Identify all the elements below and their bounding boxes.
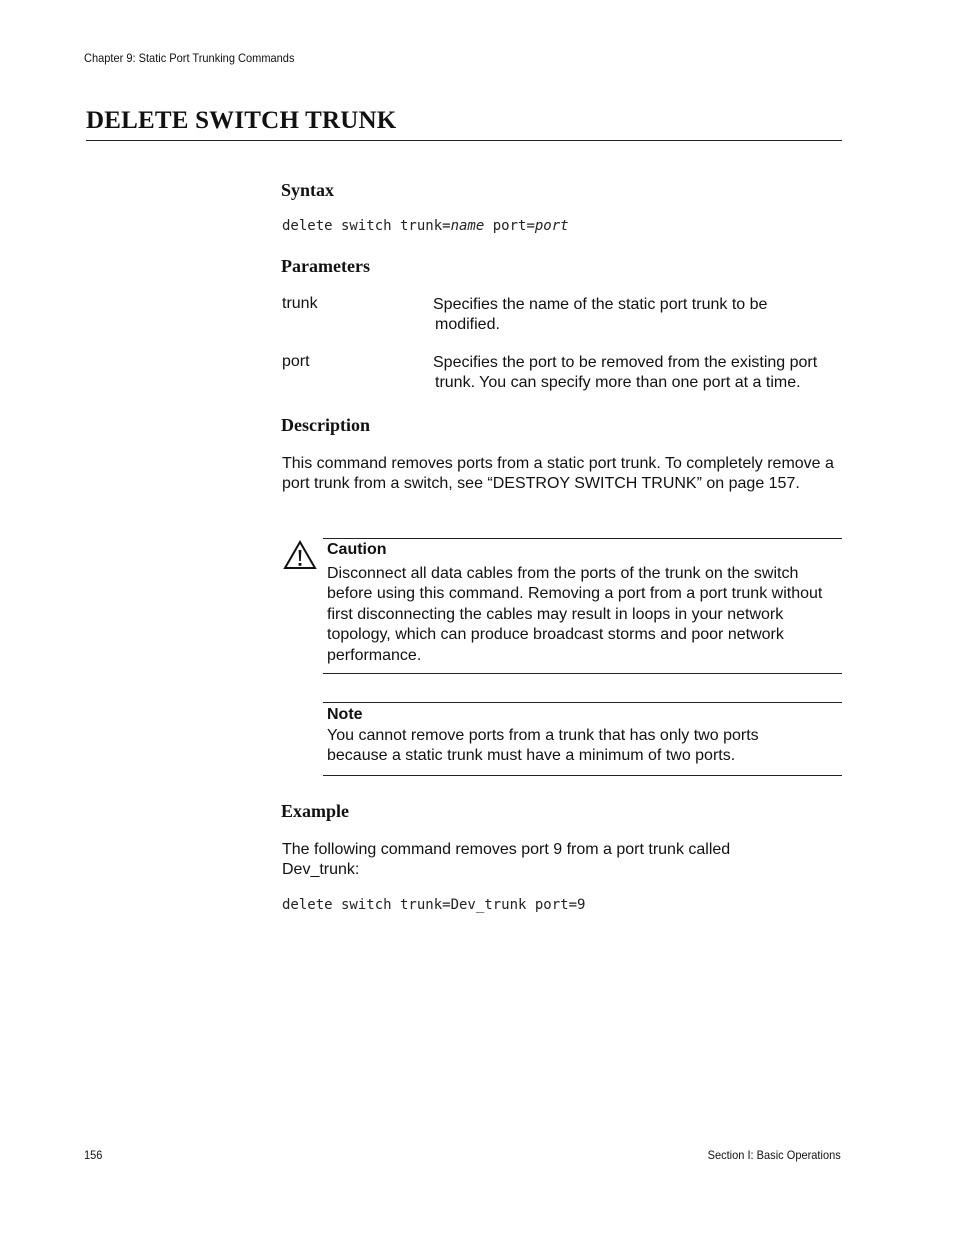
example-command: delete switch trunk=Dev_trunk port=9 xyxy=(282,897,586,913)
syntax-var-name: name xyxy=(450,218,485,234)
note-label: Note xyxy=(327,706,363,723)
note-top-rule xyxy=(323,702,842,703)
page-title: DELETE SWITCH TRUNK xyxy=(86,107,397,134)
description-heading: Description xyxy=(281,415,370,435)
syntax-var-port: port xyxy=(534,218,569,234)
param-name-trunk: trunk xyxy=(282,295,318,312)
example-text: The following command removes port 9 from a port trunk called Dev_trunk: xyxy=(282,841,731,879)
param-desc-trunk-line1: Specifies the name of the static port trunk to be xyxy=(433,296,768,313)
page-number: 156 xyxy=(84,1148,103,1162)
param-desc-trunk xyxy=(433,295,848,335)
note-bottom-rule xyxy=(323,775,842,776)
title-divider xyxy=(86,140,842,141)
caution-label: Caution xyxy=(327,541,387,558)
param-desc-port xyxy=(433,353,848,393)
syntax-command xyxy=(282,218,569,234)
param-desc-port-line2: trunk. You can specify more than one port at a time. xyxy=(435,374,801,391)
section-footer: Section I: Basic Operations xyxy=(707,1148,841,1162)
description-text: This command removes ports from a static port trunk. To completely remove a port trunk from a switch, see “DESTROY SWITCH TRUNK” on page 157. xyxy=(282,455,834,493)
example-heading: Example xyxy=(281,801,350,821)
note-text: You cannot remove ports from a trunk that has only two ports because a static trunk must have a minimum of two ports. xyxy=(327,727,759,765)
running-header: Chapter 9: Static Port Trunking Commands xyxy=(84,51,295,65)
syntax-command-mid: port= xyxy=(484,218,535,234)
caution-bottom-rule xyxy=(323,673,842,674)
caution-top-rule xyxy=(323,538,842,539)
param-desc-port-line1: Specifies the port to be removed from the existing port xyxy=(433,354,818,371)
warning-triangle-icon xyxy=(283,540,317,570)
param-desc-trunk-line2: modified. xyxy=(435,316,500,333)
param-name-port: port xyxy=(282,353,310,370)
syntax-heading: Syntax xyxy=(281,180,335,200)
parameters-heading: Parameters xyxy=(281,256,370,276)
syntax-command-prefix: delete switch trunk= xyxy=(282,218,451,234)
caution-text: Disconnect all data cables from the ports of the trunk on the switch before using this command. Removing a port from a port trunk without first disconnecting the cables may result in loops in your network topology, which can produce broadcast storms and poor network performance. xyxy=(327,565,823,664)
